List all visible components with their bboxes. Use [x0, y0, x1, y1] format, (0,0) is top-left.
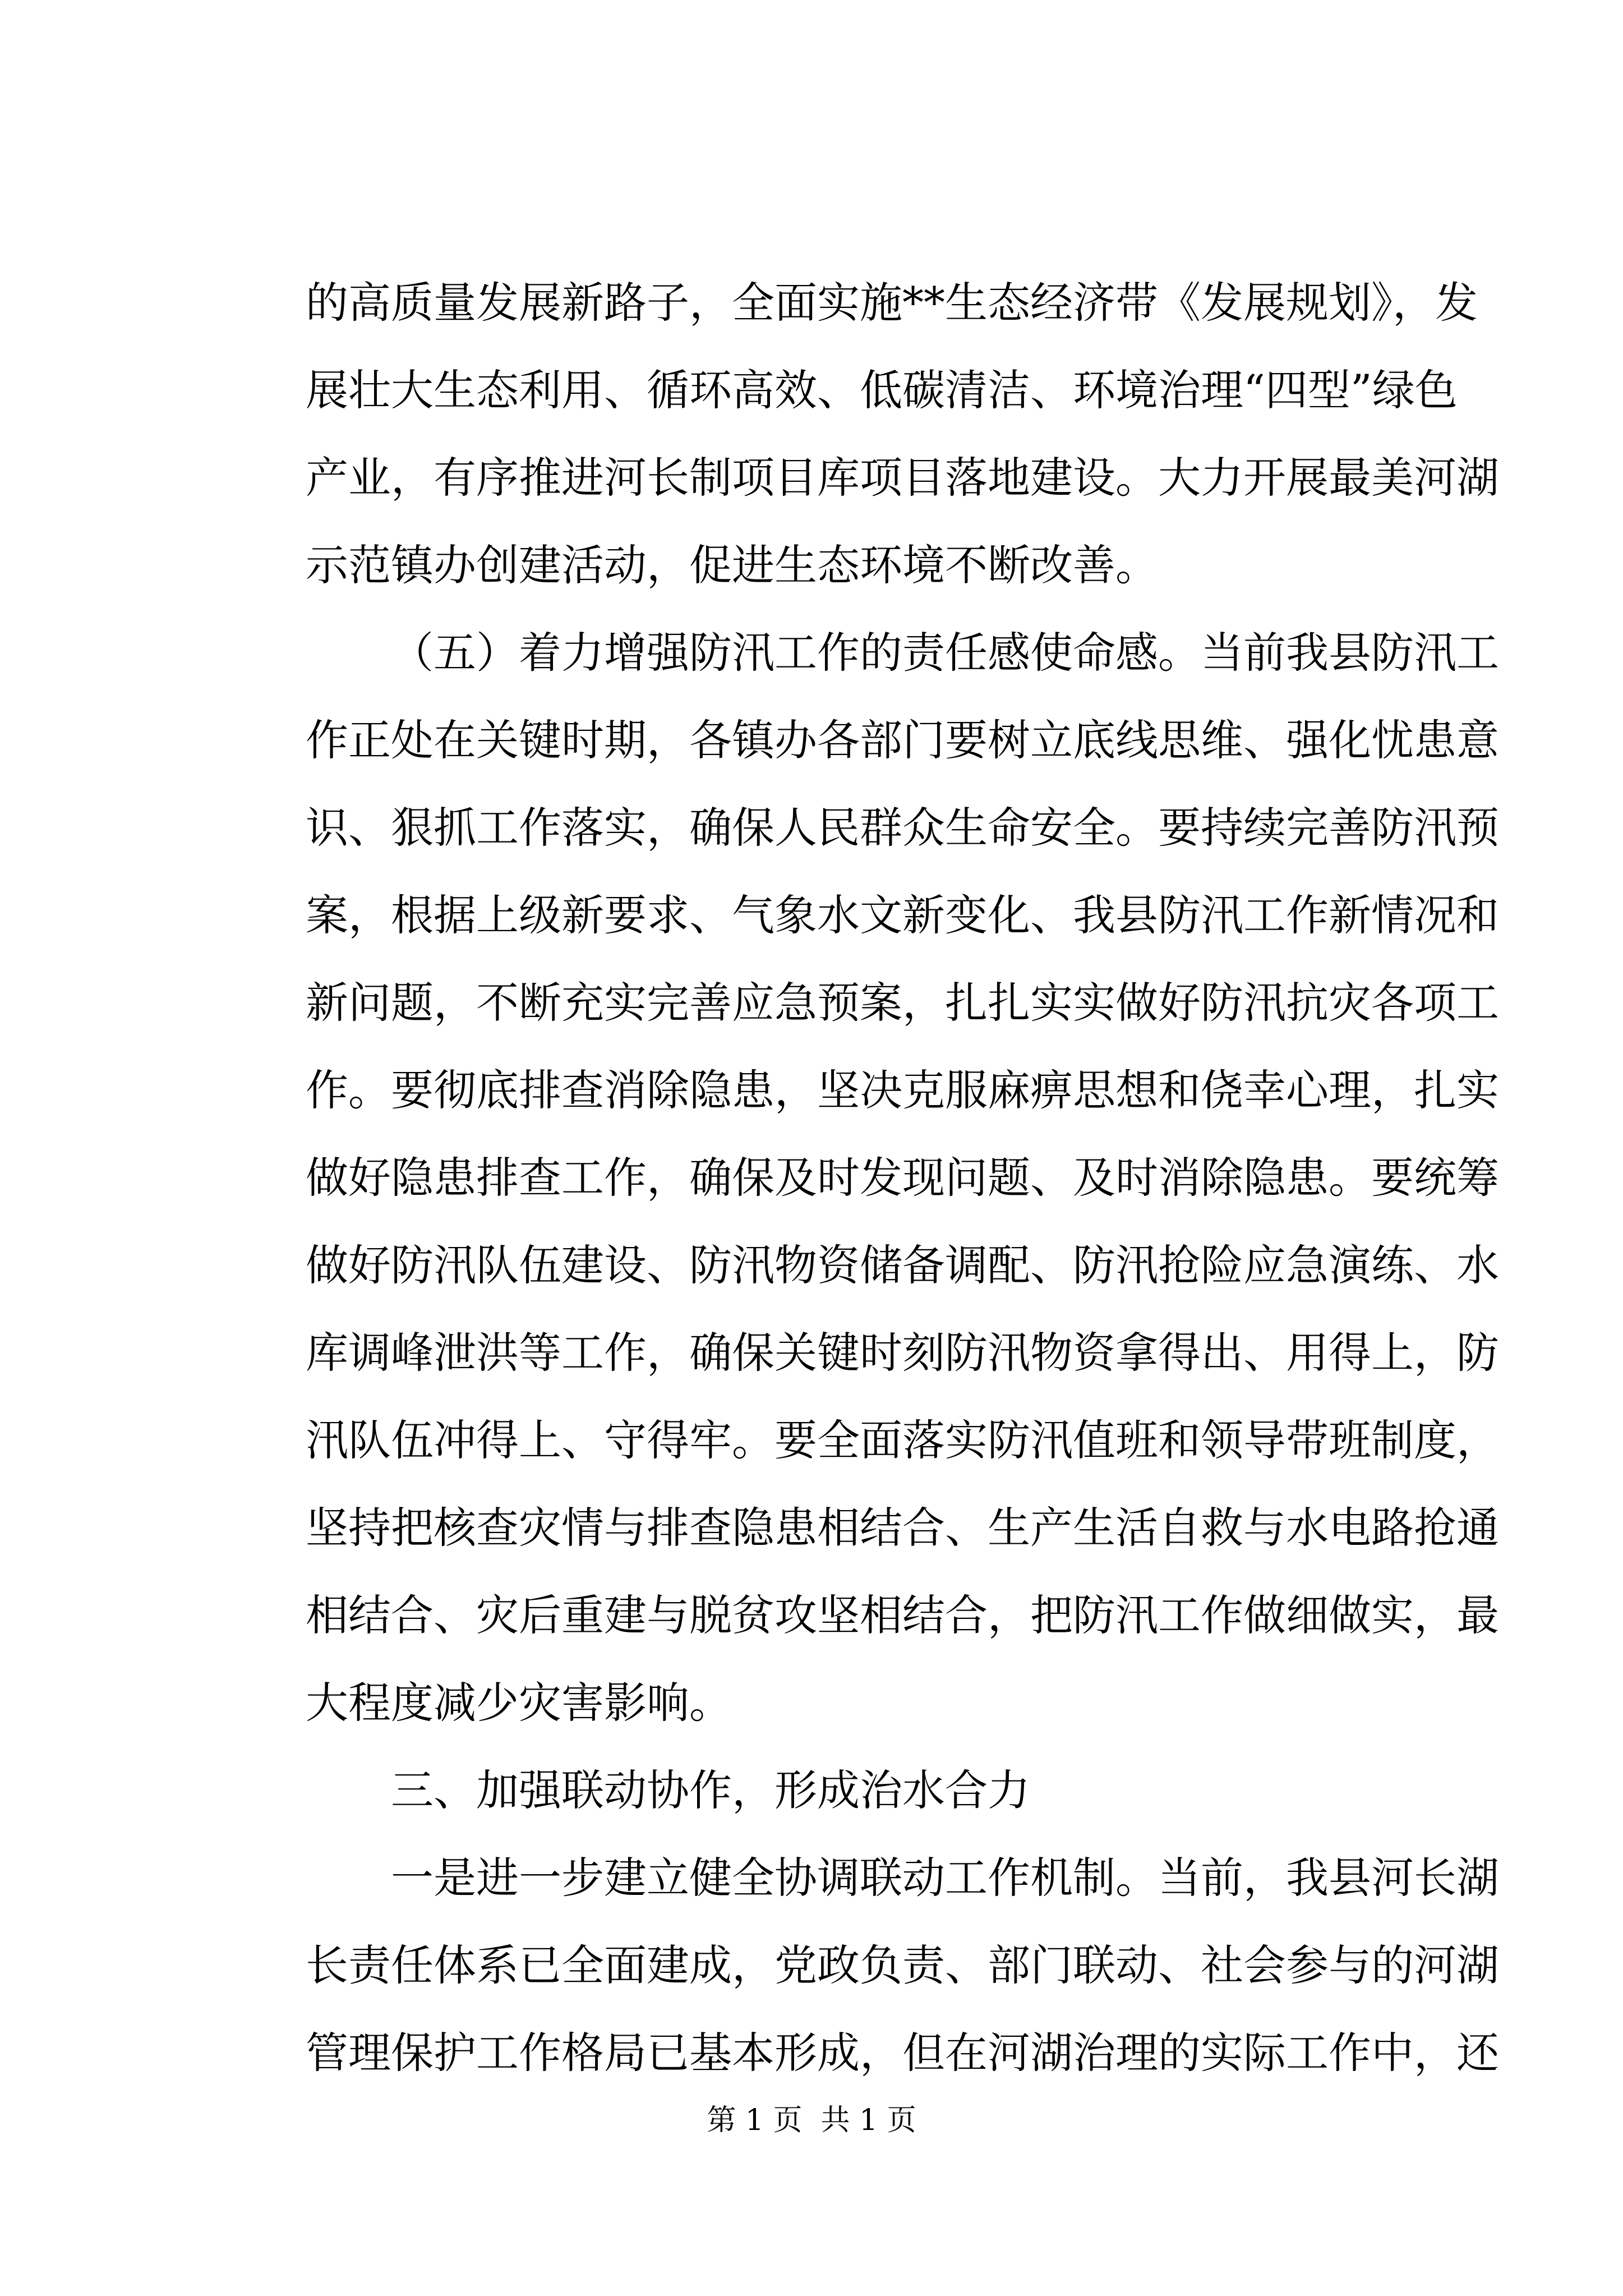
document-body — [306, 259, 1499, 2097]
text-line-13: 库调峰泄洪等工作，确保关键时刻防汛物资拿得出、用得上，防 — [306, 1328, 1499, 1378]
text-line-16: 相结合、灾后重建与脱贫攻坚相结合，把防汛工作做细做实，最 — [306, 1590, 1499, 1640]
section-heading: 三、加强联动协作，形成治水合力 — [391, 1765, 1030, 1815]
text-line-20: 长责任体系已全面建成，党政负责、部门联动、社会参与的河湖 — [306, 1940, 1499, 1990]
text-line-21: 管理保护工作格局已基本形成，但在河湖治理的实际工作中，还 — [306, 2028, 1499, 2078]
text-line-14: 汛队伍冲得上、守得牢。要全面落实防汛值班和领导带班制度， — [306, 1415, 1499, 1465]
text-line-19: 一是进一步建立健全协调联动工作机制。当前，我县河长湖 — [391, 1853, 1499, 1903]
text-line-7: 识、狠抓工作落实，确保人民群众生命安全。要持续完善防汛预 — [306, 803, 1499, 853]
text-line-6: 作正处在关键时期，各镇办各部门要树立底线思维、强化忧患意 — [306, 715, 1499, 765]
text-line-15: 坚持把核查灾情与排查隐患相结合、生产生活自救与水电路抢通 — [306, 1503, 1499, 1553]
text-line-12: 做好防汛队伍建设、防汛物资储备调配、防汛抢险应急演练、水 — [306, 1240, 1499, 1290]
text-line-5: （五）着力增强防汛工作的责任感使命感。当前我县防汛工 — [391, 628, 1499, 678]
text-line-9: 新问题，不断充实完善应急预案，扎扎实实做好防汛抗灾各项工 — [306, 978, 1499, 1028]
text-line-1: 的高质量发展新路子，全面实施**生态经济带《发展规划》，发 — [306, 278, 1478, 328]
page-number-footer: 第 1 页 共 1 页 — [707, 2104, 916, 2137]
text-line-10: 作。要彻底排查消除隐患，坚决克服麻痹思想和侥幸心理，扎实 — [306, 1065, 1499, 1115]
text-line-3: 产业，有序推进河长制项目库项目落地建设。大力开展最美河湖 — [306, 453, 1499, 503]
text-line-2: 展壮大生态利用、循环高效、低碳清洁、环境治理“四型”绿色 — [306, 365, 1458, 415]
text-line-11: 做好隐患排查工作，确保及时发现问题、及时消除隐患。要统筹 — [306, 1153, 1499, 1203]
text-line-8: 案，根据上级新要求、气象水文新变化、我县防汛工作新情况和 — [306, 890, 1499, 940]
text-line-4: 示范镇办创建活动，促进生态环境不断改善。 — [306, 540, 1158, 590]
text-line-17: 大程度减少灾害影响。 — [306, 1678, 732, 1728]
